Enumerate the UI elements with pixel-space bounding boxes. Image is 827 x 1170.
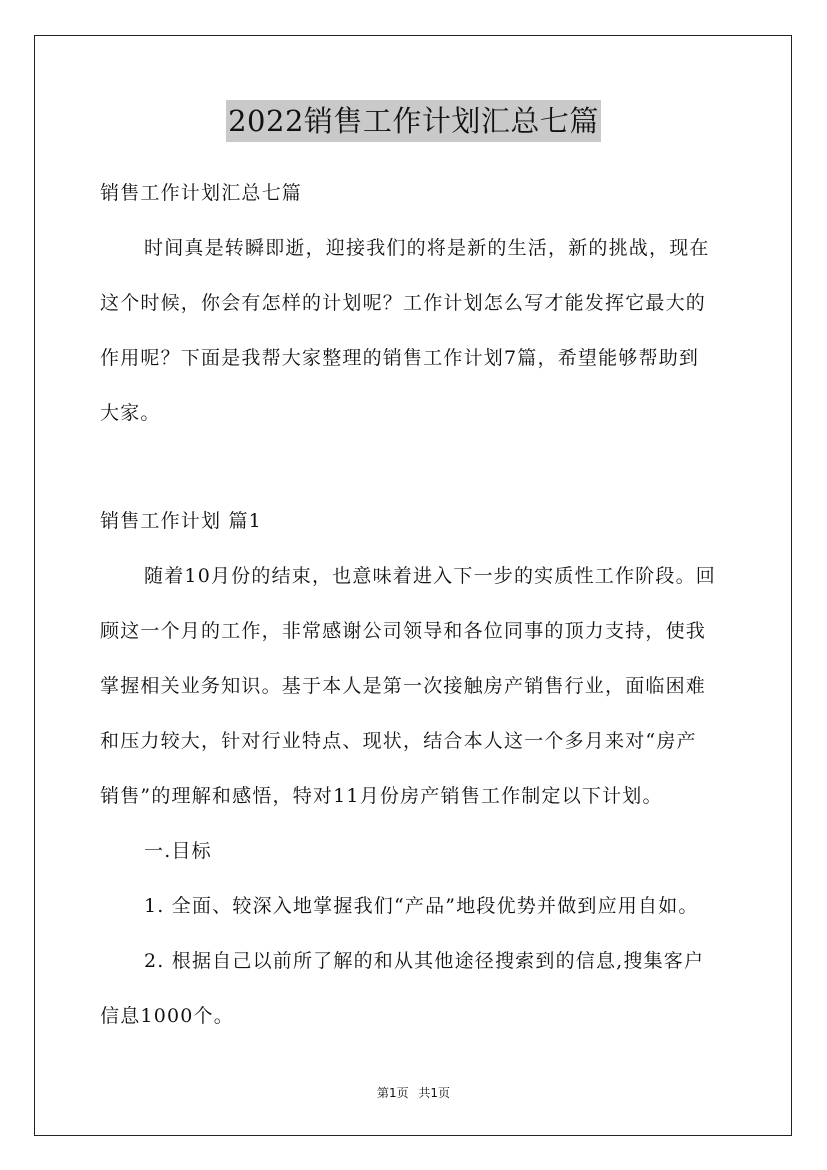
intro-line: 时间真是转瞬即逝，迎接我们的将是新的生活，新的挑战，现在 [144, 237, 710, 259]
intro-line: 大家。 [100, 402, 161, 424]
document-title: 2022销售工作计划汇总七篇 [226, 100, 601, 142]
section-line: 销售”的理解和感悟，特对11月份房产销售工作制定以下计划。 [100, 785, 663, 807]
section-line: 顾这一个月的工作，非常感谢公司领导和各位同事的顶力支持，使我 [100, 620, 707, 642]
document-subtitle: 销售工作计划汇总七篇 [100, 182, 303, 204]
section-line: 随着10月份的结束，也意味着进入下一步的实质性工作阶段。回 [144, 565, 716, 587]
section-line: 掌握相关业务知识。基于本人是第一次接触房产销售行业，面临困难 [100, 675, 707, 697]
page-footer [0, 1084, 827, 1101]
goal-item-1: 1. 全面、较深入地掌握我们“产品”地段优势并做到应用自如。 [144, 895, 699, 917]
document-body [100, 166, 736, 1044]
page-total: 共1页 [418, 1086, 451, 1100]
intro-line: 这个时候，你会有怎样的计划呢？工作计划怎么写才能发挥它最大的 [100, 292, 707, 314]
section-line: 和压力较大，针对行业特点、现状，结合本人这一个多月来对“房产 [100, 730, 697, 752]
paragraph-gap [100, 441, 736, 494]
section-heading: 销售工作计划 篇1 [100, 510, 262, 532]
intro-line: 作用呢？下面是我帮大家整理的销售工作计划7篇，希望能够帮助到 [100, 347, 700, 369]
page-number: 第1页 [376, 1086, 409, 1100]
title-container [0, 100, 827, 142]
goal-item-2-line: 2. 根据自己以前所了解的和从其他途径搜索到的信息,搜集客户 [144, 950, 705, 972]
goal-heading: 一.目标 [144, 840, 212, 862]
goal-item-2-line: 信息1000个。 [100, 1005, 234, 1027]
